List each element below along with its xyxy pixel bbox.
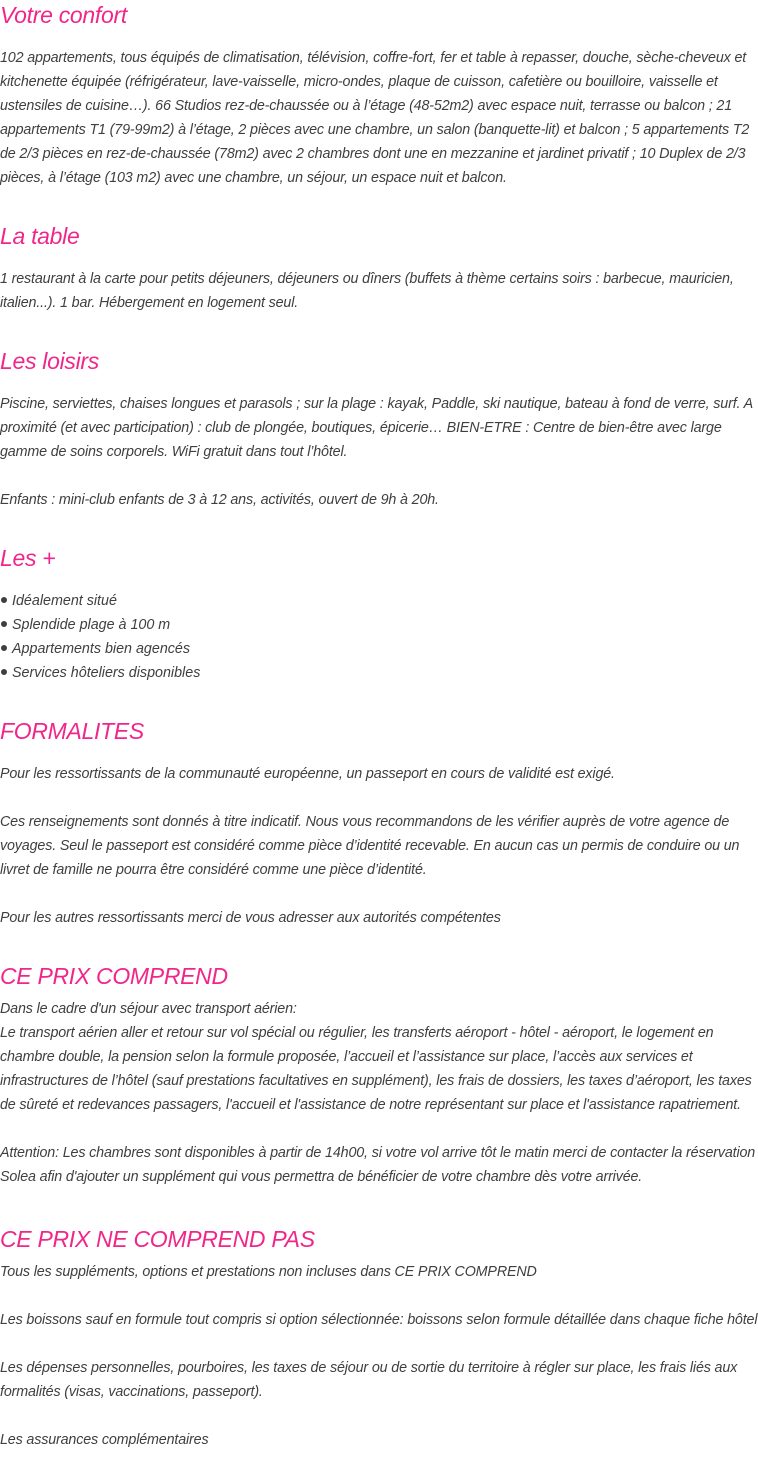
loisirs-kids-paragraph: Enfants : mini-club enfants de 3 à 12 ans, activités, ouvert de 9h à 20h. (0, 492, 439, 508)
section-title: CE PRIX NE COMPREND PAS (0, 1226, 315, 1252)
formalites-paragraph: Ces renseignements sont donnés à titre indicatif. Nous vous recommandons de les vérifier auprès de votre agence de voyages. Seul le passeport est considéré comme pièce d’identité recevable. En aucun cas un permis de conduire ou un livret de famille ne pourra être considéré comme une pièce d’identité. (0, 814, 740, 878)
highlights-list (0, 589, 758, 685)
bullet-icon (1, 621, 7, 627)
section-title: Votre confort (0, 2, 127, 28)
formalites-paragraph: Pour les autres ressortissants merci de vous adresser aux autorités compétentes (0, 910, 501, 926)
section-title: CE PRIX COMPREND (0, 963, 228, 989)
list-item: Appartements bien agencés (0, 637, 758, 661)
section-title: La table (0, 223, 80, 249)
ne-comprend-paragraph: Les dépenses personnelles, pourboires, les taxes de séjour ou de sortie du territoire à régler sur place, les frais liés aux formalités (visas, vaccinations, passeport). (0, 1360, 738, 1400)
section-formalites (0, 716, 758, 930)
section-title: FORMALITES (0, 718, 144, 744)
ne-comprend-paragraph: Les assurances complémentaires (0, 1432, 209, 1448)
section-confort (0, 0, 758, 190)
bullet-icon (1, 669, 7, 675)
list-item: Services hôteliers disponibles (0, 661, 758, 685)
section-loisirs (0, 346, 758, 512)
confort-paragraph: 102 appartements, tous équipés de climatisation, télévision, coffre-fort, fer et table à repasser, douche, sèche-cheveux et kitchenette équipée (réfrigérateur, lave-vaisselle, micro-ondes, plaque de cuisson, cafetière ou bouilloire, vaisselle et ustensiles de cuisine…). 66 Studios rez-de-chaussée ou à l’étage (48-52m2) avec espace nuit, terrasse ou balcon ; 21 appartements T1 (79-99m2) à l’étage, 2 pièces avec une chambre, un salon (banquette-lit) et balcon ; 5 appartements T2 de 2/3 pièces en rez-de-chaussée (78m2) avec 2 chambres dont une en mezzanine et jardinet privatif ; 10 Duplex de 2/3 pièces, à l’étage (103 m2) avec une chambre, un séjour, un espace nuit et balcon. (0, 50, 750, 186)
comprend-intro: Dans le cadre d'un séjour avec transport aérien: (0, 1001, 297, 1017)
list-item: Idéalement situé (0, 589, 758, 613)
bullet-icon (1, 597, 7, 603)
comprend-attention: Attention: Les chambres sont disponibles à partir de 14h00, si votre vol arrive tôt le matin merci de contacter la réservation Solea afin d'ajouter un supplément qui vous permettra de bénéficier de votre chambre dès votre arrivée. (0, 1145, 756, 1185)
section-prix-ne-comprend-pas (0, 1224, 758, 1452)
ne-comprend-paragraph: Les boissons sauf en formule tout compris si option sélectionnée: boissons selon formule détaillée dans chaque fiche hôtel (0, 1312, 758, 1328)
ne-comprend-paragraph: Tous les suppléments, options et prestations non incluses dans CE PRIX COMPREND (0, 1264, 537, 1280)
comprend-paragraph: Le transport aérien aller et retour sur vol spécial ou régulier, les transferts aéroport - hôtel - aéroport, le logement en chambre double, la pension selon la formule proposée, l’accueil et l’assistance sur place, l’accès aux services et infrastructures de l’hôtel (sauf prestations facultatives en supplément), les frais de dossiers, les taxes d’aéroport, les taxes de sûreté et redevances passagers, l'accueil et l'assistance de notre représentant sur place et l'assistance rapatriement. (0, 1025, 752, 1113)
bullet-icon (1, 645, 7, 651)
section-prix-comprend (0, 961, 758, 1189)
list-item: Splendide plage à 100 m (0, 613, 758, 637)
section-plus (0, 543, 758, 685)
table-paragraph: 1 restaurant à la carte pour petits déjeuners, déjeuners ou dîners (buffets à thème certains soirs : barbecue, mauricien, italien...). 1 bar. Hébergement en logement seul. (0, 271, 734, 311)
formalites-paragraph: Pour les ressortissants de la communauté européenne, un passeport en cours de validité est exigé. (0, 766, 615, 782)
section-title: Les + (0, 545, 56, 571)
section-title: Les loisirs (0, 348, 99, 374)
section-table (0, 221, 758, 315)
loisirs-paragraph: Piscine, serviettes, chaises longues et parasols ; sur la plage : kayak, Paddle, ski nautique, bateau à fond de verre, surf. A proximité (et avec participation) : club de plongée, boutiques, épicerie… BIEN-ETRE : Centre de bien-être avec large gamme de soins corporels. WiFi gratuit dans tout l’hôtel. (0, 396, 753, 460)
